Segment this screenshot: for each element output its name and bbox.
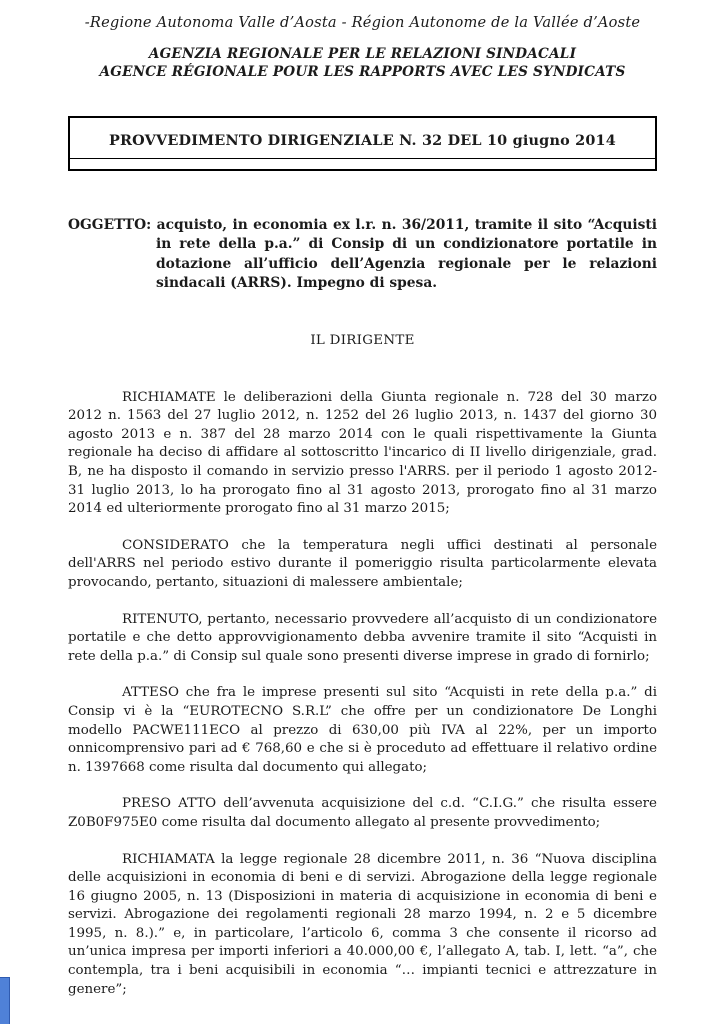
document-title: PROVVEDIMENTO DIRIGENZIALE N. 32 DEL 10 giugno 2014: [70, 118, 655, 159]
subject-text: acquisto, in economia ex l.r. n. 36/2011, tramite il sito “Acquisti in rete della p.a.” di Consip di un condizionatore portatile in dotazione all’ufficio dell’Agenzia regionale per le relazioni sindacali (ARRS). Impegno di spesa.: [156, 217, 657, 292]
body-paragraph-preso-atto: PRESO ATTO dell’avvenuta acquisizione del c.d. “C.I.G.” che risulta essere Z0B0F975E0 come risulta dal documento allegato al presente provvedimento;: [68, 796, 657, 830]
role-heading: IL DIRIGENTE: [310, 332, 415, 348]
region-header: -Regione Autonoma Valle d’Aosta - Région Autonome de la Vallée d’Aoste: [84, 14, 641, 31]
body-paragraph-atteso: ATTESO che fra le imprese presenti sul sito “Acquisti in rete della p.a.” di Consip vi è la “EUROTECNO S.R.L” che offre per un condizionatore De Longhi modello PACWE111ECO al prezzo di 630,00 più IVA al 22%, per un importo onnicomprensivo pari ad € 768,60 e che si è proceduto ad effettuare il relativo ordine n. 1397668 come risulta dal documento qui allegato;: [68, 685, 657, 775]
body-paragraph-ritenuto: RITENUTO, pertanto, necessario provvedere all’acquisto di un condizionatore portatile e che detto approvvigionamento debba avvenire tramite il sito “Acquisti in rete della p.a.” di Consip sul quale sono presenti diverse imprese in grado di fornirlo;: [68, 611, 657, 664]
body-paragraph-richiamata: RICHIAMATA la legge regionale 28 dicembre 2011, n. 36 “Nuova disciplina delle acquisizioni in economia di beni e di servizi. Abrogazione della legge regionale 16 giugno 2005, n. 13 (Disposizioni in materia di acquisizione in economia di beni e servizi. Abrogazione dei regolamenti regionali 28 marzo 1994, n. 2 e 5 dicembre 1995, n. 8.).” e, in particolare, l’articolo 6, comma 3 che consente il ricorso ad un’unica impresa per importi inferiori a 40.000,00 €, l’allegato A, tab. I, lett. “a”, che contempla, tra i beni acquisibili in economia “… impianti tecnici e attrezzature in genere”;: [68, 851, 657, 997]
subject-label: OGGETTO:: [68, 217, 157, 233]
agency-header: [68, 46, 657, 81]
agency-name-italian: AGENZIA REGIONALE PER LE RELAZIONI SINDACALI: [148, 46, 577, 62]
title-box: [68, 116, 657, 171]
body-paragraph-considerato: CONSIDERATO che la temperatura negli uffici destinati al personale dell'ARRS nel periodo estivo durante il pomeriggio risulta particolarmente elevata provocando, pertanto, situazioni di malessere ambientale;: [68, 537, 657, 590]
subject-paragraph: [68, 216, 657, 294]
agency-name-french: AGENCE RÉGIONALE POUR LES RAPPORTS AVEC LES SYNDICATS: [99, 63, 626, 80]
body-paragraph-richiamate: RICHIAMATE le deliberazioni della Giunta regionale n. 728 del 30 marzo 2012 n. 1563 del 27 luglio 2012, n. 1252 del 26 luglio 2013, n. 1437 del giorno 30 agosto 2013 e n. 387 del 28 marzo 2014 con le quali rispettivamente la Giunta regionale ha deciso di affidare al sottoscritto l'incarico di II livello dirigenziale, grad. B, ne ha disposto il comando in servizio presso l'ARRS. per il periodo 1 agosto 2012-31 luglio 2013, lo ha prorogato fino al 31 agosto 2013, prorogato fino al 31 marzo 2014 ed ulteriormente prorogato fino al 31 marzo 2015;: [68, 389, 657, 517]
scrollbar-fragment[interactable]: [0, 977, 10, 1024]
